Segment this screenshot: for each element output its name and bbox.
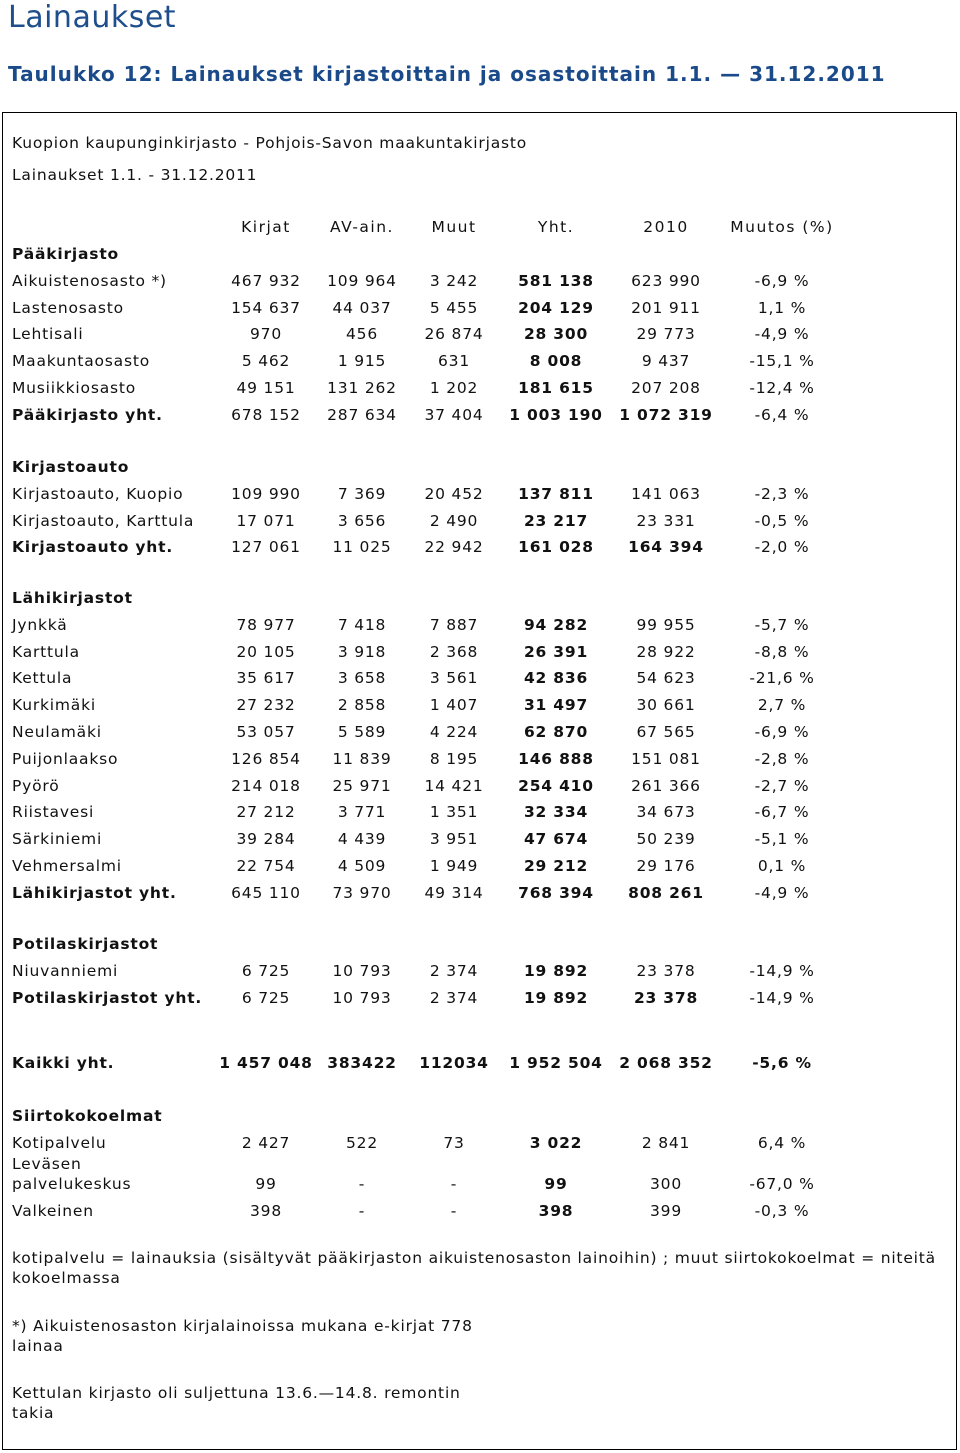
table-row-cell: -8,8 % <box>754 642 810 661</box>
table-row-cell: 204 129 <box>518 298 594 317</box>
table-row-cell: 5 589 <box>337 723 387 741</box>
table-row-cell: 25 971 <box>332 776 392 795</box>
table-row-cell: 29 212 <box>523 857 589 875</box>
table-row-cell: 4 509 <box>337 857 387 875</box>
table-row-label: Niuvanniemi <box>12 961 119 980</box>
table-row-cell: 49 151 <box>236 379 296 397</box>
table-row-label: Lehtisali <box>12 325 84 344</box>
table-row-cell: 78 977 <box>236 615 296 634</box>
total-row-cell: 678 152 <box>231 405 301 424</box>
grand-total-label: Kaikki yht. <box>12 1054 115 1072</box>
table-row-cell: 50 239 <box>636 830 696 849</box>
grand-total-cell: 1 952 504 <box>509 1054 603 1072</box>
table-row-cell: 1 407 <box>429 696 479 715</box>
table-row-cell: 3 242 <box>429 271 479 290</box>
table-row-cell: 0,1 % <box>757 857 807 875</box>
table-row-cell: 62 870 <box>523 723 589 741</box>
table-row-cell: 8 008 <box>529 352 583 371</box>
total-row-cell: -14,9 % <box>749 988 815 1007</box>
table-row-cell: -14,9 % <box>749 961 815 980</box>
total-row-cell: 161 028 <box>518 538 594 557</box>
transfer-row-cell: - <box>450 1175 458 1193</box>
table-row-cell: 26 391 <box>523 642 589 661</box>
note-ebooks: *) Aikuistenosaston kirjalainoissa mukana e-kirjat 778 <box>12 1317 473 1335</box>
table-row-cell: 20 105 <box>236 642 296 661</box>
table-row-cell: -2,3 % <box>754 484 810 503</box>
column-header-6: Muutos (%) <box>730 218 834 236</box>
transfer-row-label: Valkeinen <box>12 1202 94 1220</box>
table-row-cell: 67 565 <box>636 723 696 741</box>
table-row-cell: -0,5 % <box>754 511 810 530</box>
table-row-label: Aikuistenosasto *) <box>12 271 167 290</box>
table-row-cell: 31 497 <box>523 696 589 715</box>
transfer-row-cell: -67,0 % <box>749 1175 815 1193</box>
table-row-label: Karttula <box>12 642 80 661</box>
table-row-cell: 14 421 <box>424 776 484 795</box>
total-row-cell: 22 942 <box>424 538 484 557</box>
total-row-cell: 164 394 <box>628 538 704 557</box>
note-kettula: takia <box>12 1404 55 1422</box>
table-row-cell: 1 949 <box>429 857 479 875</box>
table-row-cell: 2 490 <box>429 511 479 530</box>
table-row-cell: 131 262 <box>327 379 397 397</box>
table-row-label: Särkiniemi <box>12 830 103 849</box>
table-row-cell: 7 369 <box>337 484 387 503</box>
table-row-cell: 11 839 <box>332 749 392 768</box>
transfer-row-cell: 2 841 <box>641 1134 691 1152</box>
table-row-cell: 467 932 <box>231 271 301 290</box>
transfer-row-cell: - <box>450 1202 458 1220</box>
transfer-row-label: Kotipalvelu <box>12 1134 107 1152</box>
table-row-cell: 6 725 <box>241 961 291 980</box>
column-header-4: Yht. <box>537 218 575 236</box>
table-row-cell: 109 990 <box>231 484 301 503</box>
transfer-row-cell: 300 <box>650 1175 682 1193</box>
table-row-cell: 4 224 <box>429 723 479 741</box>
table-row-label: Maakuntaosasto <box>12 352 150 371</box>
table-row-cell: 27 232 <box>236 696 296 715</box>
table-row-cell: 29 773 <box>636 325 696 344</box>
table-row-label: Kirjastoauto, Karttula <box>12 511 195 530</box>
table-row-cell: 1 202 <box>429 379 479 397</box>
table-row-label: Jynkkä <box>12 615 68 634</box>
transfer-row-cell: 398 <box>250 1202 282 1220</box>
transfer-row-cell: 6,4 % <box>757 1134 807 1152</box>
total-row-cell: 1 003 190 <box>509 405 603 424</box>
table-row-cell: 201 911 <box>631 298 701 317</box>
grand-total-cell: 112034 <box>419 1054 489 1072</box>
total-row-cell: 2 374 <box>429 988 479 1007</box>
table-row-label: Vehmersalmi <box>12 857 122 875</box>
section-title: Potilaskirjastot <box>12 935 159 953</box>
table-row-cell: 32 334 <box>523 803 589 822</box>
table-row-cell: 3 656 <box>337 511 387 530</box>
table-row-cell: -5,7 % <box>754 615 810 634</box>
transfer-row-cell: 3 022 <box>529 1134 583 1152</box>
table-row-cell: -6,7 % <box>754 803 810 822</box>
table-row-cell: 261 366 <box>631 776 701 795</box>
total-row-cell: 49 314 <box>424 883 484 902</box>
table-row-cell: 20 452 <box>424 484 484 503</box>
total-row-label: Pääkirjasto yht. <box>12 405 163 424</box>
table-row-cell: -21,6 % <box>749 669 815 688</box>
table-row-label: Riistavesi <box>12 803 95 822</box>
total-row-cell: 287 634 <box>327 405 397 424</box>
table-caption: Taulukko 12: Lainaukset kirjastoittain ja osastoittain 1.1. — 31.12.2011 <box>8 62 886 86</box>
table-row-cell: 214 018 <box>231 776 301 795</box>
table-row-cell: 2 368 <box>429 642 479 661</box>
section-title: Pääkirjasto <box>12 245 119 263</box>
grand-total-cell: 383422 <box>327 1054 397 1072</box>
transfer-row-label: Leväsen <box>12 1155 82 1173</box>
column-header-5: 2010 <box>643 218 689 236</box>
table-row-label: Pyörö <box>12 776 60 795</box>
table-row-cell: 137 811 <box>518 484 594 503</box>
table-row-cell: 27 212 <box>236 803 296 822</box>
table-row-cell: 28 922 <box>636 642 696 661</box>
page-title: Lainaukset <box>8 0 177 35</box>
total-row-cell: 23 378 <box>633 988 699 1007</box>
transfer-row-cell: 99 <box>255 1175 277 1193</box>
table-row-cell: 7 418 <box>337 615 387 634</box>
transfer-row-cell: 99 <box>544 1175 568 1193</box>
table-row-label: Musiikkiosasto <box>12 379 137 397</box>
grand-total-cell: 2 068 352 <box>619 1054 713 1072</box>
transfer-row-cell: 398 <box>538 1202 574 1220</box>
table-row-cell: -12,4 % <box>749 379 815 397</box>
table-row-cell: 146 888 <box>518 749 594 768</box>
section-title: Kirjastoauto <box>12 458 130 476</box>
total-row-label: Kirjastoauto yht. <box>12 538 174 557</box>
section-title: Siirtokokoelmat <box>12 1107 163 1125</box>
column-header-3: Muut <box>431 218 477 236</box>
total-row-cell: 645 110 <box>231 883 301 902</box>
column-header-1: Kirjat <box>241 218 291 236</box>
table-row-cell: 970 <box>250 325 282 344</box>
total-row-cell: 11 025 <box>332 538 392 557</box>
table-row-cell: -6,9 % <box>754 723 810 741</box>
transfer-row-label: palvelukeskus <box>12 1175 132 1193</box>
table-row-cell: -2,8 % <box>754 749 810 768</box>
table-row-cell: 623 990 <box>631 271 701 290</box>
library-name: Kuopion kaupunginkirjasto - Pohjois-Savon maakuntakirjasto <box>12 134 528 152</box>
table-row-cell: -2,7 % <box>754 776 810 795</box>
table-row-label: Kurkimäki <box>12 696 96 715</box>
table-row-cell: -5,1 % <box>754 830 810 849</box>
table-row-cell: 8 195 <box>429 749 479 768</box>
table-row-cell: 456 <box>346 325 378 344</box>
table-row-cell: 9 437 <box>641 352 691 371</box>
table-row-label: Puijonlaakso <box>12 749 119 768</box>
table-row-cell: 154 637 <box>231 298 301 317</box>
table-row-cell: 581 138 <box>518 271 594 290</box>
transfer-row-cell: 522 <box>346 1134 378 1152</box>
table-row-cell: 5 462 <box>241 352 291 371</box>
grand-total-cell: 1 457 048 <box>219 1054 313 1072</box>
table-row-cell: 29 176 <box>636 857 696 875</box>
table-row-cell: 207 208 <box>631 379 701 397</box>
total-row-cell: -2,0 % <box>754 538 810 557</box>
table-row-cell: 30 661 <box>636 696 696 715</box>
total-row-cell: 37 404 <box>424 405 484 424</box>
table-row-cell: 2 374 <box>429 961 479 980</box>
table-row-label: Kirjastoauto, Kuopio <box>12 484 184 503</box>
table-row-cell: 3 918 <box>337 642 387 661</box>
transfer-row-cell: - <box>358 1202 366 1220</box>
table-row-cell: 28 300 <box>523 325 589 344</box>
table-row-cell: 254 410 <box>518 776 594 795</box>
table-row-cell: 23 217 <box>523 511 589 530</box>
table-row-cell: 2,7 % <box>757 696 807 715</box>
column-header-2: AV-ain. <box>330 218 394 236</box>
table-row-cell: 23 378 <box>636 961 696 980</box>
table-row-cell: 4 439 <box>337 830 387 849</box>
transfer-row-cell: 73 <box>443 1134 465 1152</box>
table-row-cell: 26 874 <box>424 325 484 344</box>
period-label: Lainaukset 1.1. - 31.12.2011 <box>12 166 258 184</box>
table-row-cell: 7 887 <box>429 615 479 634</box>
table-row-cell: 151 081 <box>631 749 701 768</box>
transfer-row-cell: -0,3 % <box>754 1202 810 1220</box>
table-row-cell: 2 858 <box>337 696 387 715</box>
table-row-cell: 141 063 <box>631 484 701 503</box>
table-row-cell: 54 623 <box>636 669 696 688</box>
total-row-label: Lähikirjastot yht. <box>12 883 177 902</box>
table-row-label: Lastenosasto <box>12 298 124 317</box>
table-row-cell: 3 951 <box>429 830 479 849</box>
table-row-cell: 1 915 <box>337 352 387 371</box>
table-row-cell: 19 892 <box>523 961 589 980</box>
table-row-cell: -4,9 % <box>754 325 810 344</box>
table-row-cell: 3 561 <box>429 669 479 688</box>
total-row-cell: 808 261 <box>628 883 704 902</box>
table-row-label: Kettula <box>12 669 73 688</box>
table-row-cell: 39 284 <box>236 830 296 849</box>
table-row-cell: 42 836 <box>523 669 589 688</box>
note-ebooks: lainaa <box>12 1337 64 1355</box>
total-row-cell: 10 793 <box>332 988 392 1007</box>
total-row-cell: -4,9 % <box>754 883 810 902</box>
total-row-cell: -6,4 % <box>754 405 810 424</box>
table-row-cell: 1,1 % <box>757 298 807 317</box>
table-row-cell: 44 037 <box>332 298 392 317</box>
total-row-cell: 127 061 <box>231 538 301 557</box>
table-row-cell: -15,1 % <box>749 352 815 371</box>
total-row-cell: 768 394 <box>518 883 594 902</box>
table-row-cell: 53 057 <box>236 723 296 741</box>
transfer-row-cell: - <box>358 1175 366 1193</box>
note-kotipalvelu: kotipalvelu = lainauksia (sisältyvät pääkirjaston aikuistenosaston lainoihin) ; muut siirtokokoelmat = niteitä <box>12 1249 936 1267</box>
total-row-cell: 73 970 <box>332 883 392 902</box>
table-row-cell: 3 771 <box>337 803 387 822</box>
section-title: Lähikirjastot <box>12 589 133 607</box>
total-row-cell: 19 892 <box>523 988 589 1007</box>
total-row-cell: 1 072 319 <box>619 405 713 424</box>
note-kotipalvelu: kokoelmassa <box>12 1269 121 1287</box>
table-row-cell: 99 955 <box>636 615 696 634</box>
table-row-cell: 23 331 <box>636 511 696 530</box>
table-row-cell: 47 674 <box>523 830 589 849</box>
table-row-cell: 17 071 <box>236 511 296 530</box>
note-kettula: Kettulan kirjasto oli suljettuna 13.6.—14.8. remontin <box>12 1384 461 1402</box>
table-row-cell: 1 351 <box>429 803 479 822</box>
table-row-cell: 109 964 <box>327 271 397 290</box>
total-row-cell: 6 725 <box>241 988 291 1007</box>
table-row-cell: 631 <box>438 352 470 371</box>
table-row-cell: 126 854 <box>231 749 301 768</box>
table-row-cell: 181 615 <box>518 379 594 397</box>
table-row-cell: 34 673 <box>636 803 696 822</box>
table-row-cell: 94 282 <box>523 615 589 634</box>
grand-total-cell: -5,6 % <box>752 1054 812 1072</box>
table-row-label: Neulamäki <box>12 723 102 741</box>
total-row-label: Potilaskirjastot yht. <box>12 988 203 1007</box>
table-row-cell: -6,9 % <box>754 271 810 290</box>
transfer-row-cell: 399 <box>650 1202 682 1220</box>
table-row-cell: 5 455 <box>429 298 479 317</box>
table-row-cell: 10 793 <box>332 961 392 980</box>
transfer-row-cell: 2 427 <box>241 1134 291 1152</box>
table-row-cell: 35 617 <box>236 669 296 688</box>
table-row-cell: 3 658 <box>337 669 387 688</box>
table-row-cell: 22 754 <box>236 857 296 875</box>
